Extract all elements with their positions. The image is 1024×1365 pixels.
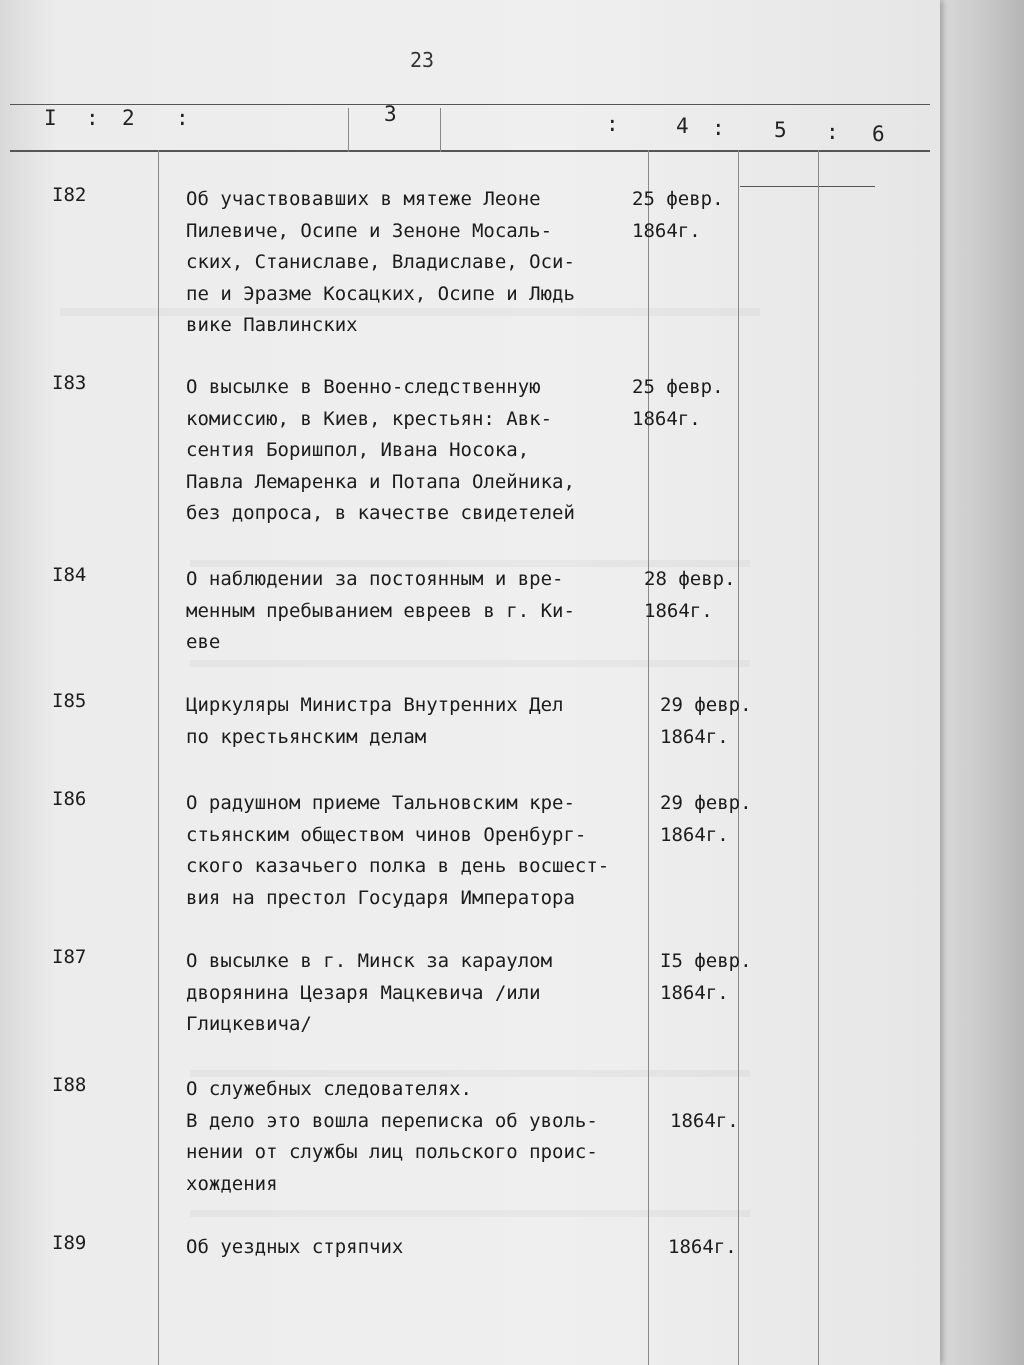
- entry-number: I88: [52, 1074, 87, 1096]
- entry-number: I89: [52, 1232, 87, 1254]
- column-header-2: 2: [122, 106, 135, 130]
- entry-title: О высылке в Военно-следственную комиссию, в Киев, крестьян: Авк- сентия Боришпол, Ивана Носока, Павла Лемаренка и Потапа Олейника, без допроса, в качестве свидетелей: [186, 376, 575, 524]
- header-bottom-rule: [10, 150, 930, 152]
- column-header-3: 3: [384, 102, 397, 126]
- entry-title: О наблюдении за постоянным и вре- менным пребыванием евреев в г. Ки- еве: [186, 568, 575, 653]
- page-number: 23: [410, 48, 435, 72]
- column-separator: :: [826, 120, 839, 144]
- underlying-page-edge: [930, 0, 1024, 1365]
- entry-title: О радушном приеме Тальновским кре- стьянским обществом чинов Оренбург- ского казачьего полка в день восшест- вия на престол Государя Императора: [186, 792, 610, 909]
- column-rule: [440, 108, 441, 152]
- entry-number: I86: [52, 788, 87, 810]
- column-rule: [158, 150, 159, 1365]
- entry-number: I87: [52, 946, 87, 968]
- entry-date: I5 февр. 1864г.: [660, 950, 752, 1004]
- entry-date: 29 февр. 1864г.: [660, 694, 752, 748]
- entry-date: 28 февр. 1864г.: [644, 568, 736, 622]
- entry-number: I84: [52, 564, 87, 586]
- column-header-4: 4: [676, 114, 689, 138]
- column-separator: :: [176, 106, 189, 130]
- entry-title: О высылке в г. Минск за караулом дворянина Цезаря Мацкевича /или Глицкевича/: [186, 950, 553, 1035]
- entry-date: 29 февр. 1864г.: [660, 792, 752, 846]
- entry-title: Об участвовавших в мятеже Леоне Пилевиче, Осипе и Зеноне Мосаль- ских, Станиславе, Владиславе, Оси- пе и Эразме Косацких, Осипе и Людь вике Павлинских: [186, 188, 575, 336]
- entry-number: I82: [52, 184, 87, 206]
- entry-title: Циркуляры Министра Внутренних Дел по крестьянским делам: [186, 694, 564, 748]
- header-top-rule: [10, 104, 930, 105]
- entry-title: Об уездных стряпчих: [186, 1236, 404, 1258]
- column-header-5: 5: [774, 118, 787, 142]
- column-rule: [818, 150, 819, 1365]
- entry-number: I83: [52, 372, 87, 394]
- column-rule: [738, 150, 739, 1365]
- column-header-1: I: [44, 106, 57, 130]
- entry-date: 1864г.: [670, 1109, 739, 1132]
- column-header-6: 6: [872, 122, 885, 146]
- entry-date: 25 февр. 1864г.: [632, 376, 724, 430]
- entry-number: I85: [52, 690, 87, 712]
- entry-title: О служебных следователях. В дело это вошла переписка об уволь- нении от службы лиц польского проис- хождения: [186, 1078, 598, 1195]
- entry-date: 1864г.: [668, 1236, 737, 1258]
- column-separator: :: [606, 112, 619, 136]
- column-separator: :: [86, 106, 99, 130]
- column-separator: :: [712, 116, 725, 140]
- column-rule: [348, 108, 349, 152]
- entry-date: 25 февр. 1864г.: [632, 188, 724, 242]
